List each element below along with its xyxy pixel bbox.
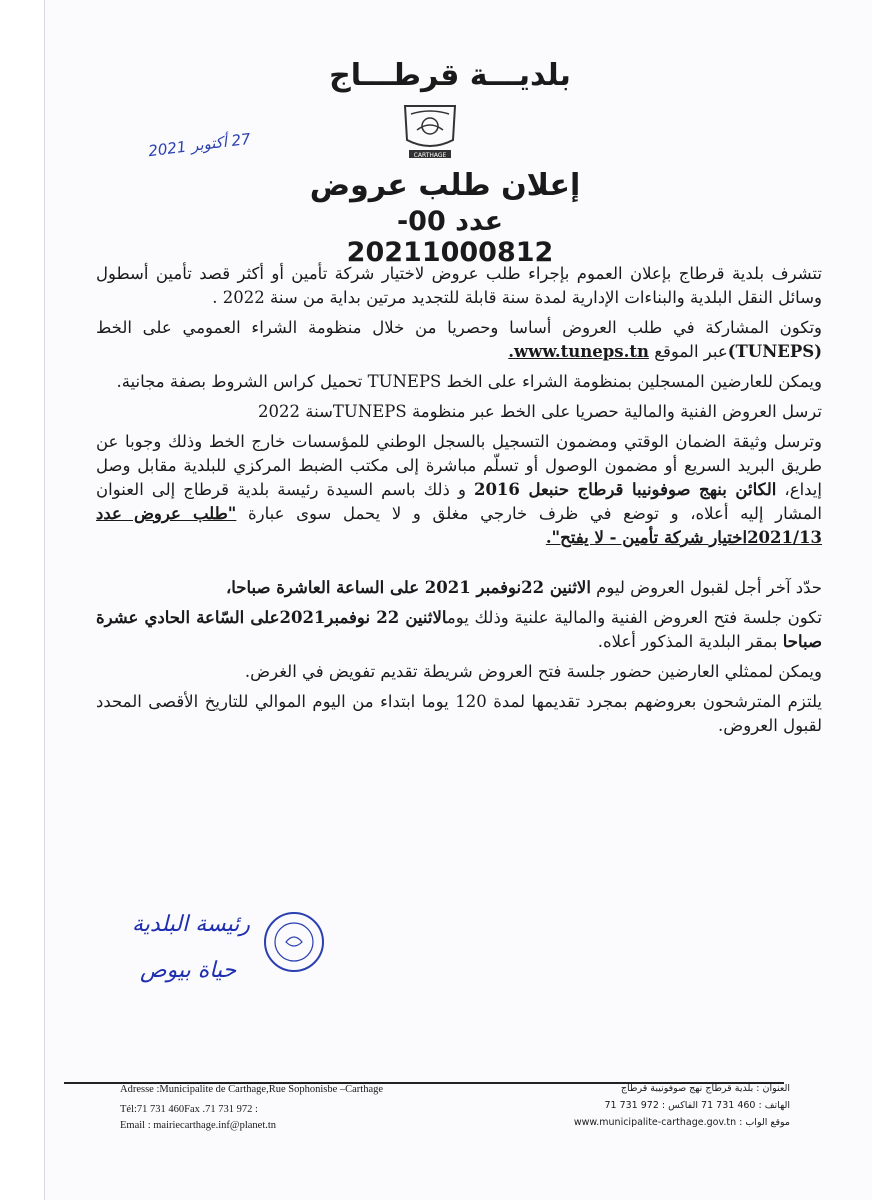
signatory-title: رئيسة البلدية	[132, 912, 251, 937]
official-seal	[262, 910, 326, 974]
tuneps-link[interactable]: www.tuneps.tn.	[508, 342, 649, 361]
footer-email-fr[interactable]: Email : mairiecarthage.inf@planet.tn	[120, 1120, 277, 1131]
carthage-logo	[395, 100, 465, 160]
footer-phone-ar: الهاتف : 460 731 71 الفاكس : 972 731 71	[604, 1100, 790, 1111]
footer-web-ar: موقع الواب : www.municipalite-carthage.gov.tn	[573, 1117, 790, 1128]
municipality-name: بلديـــة قرطـــاج	[329, 58, 571, 93]
svg-text:CARTHAGE: CARTHAGE	[413, 152, 447, 159]
footer-website-link[interactable]: www.municipalite-carthage.gov.tn	[573, 1117, 737, 1128]
paragraph-download: ويمكن للعارضين المسجلين بمنظومة الشراء على الخط TUNEPS تحميل كراس الشروط بصفة مجانية.	[116, 372, 822, 391]
footer-contact-fr	[120, 1082, 440, 1134]
footer-address-fr: Adresse :Municipalite de Carthage,Rue Sophonisbe –Carthage	[120, 1084, 384, 1095]
paragraph-representatives: ويمكن لممثلي العارضين حضور جلسة فتح العروض شريطة تقديم تفويض في الغرض.	[244, 662, 822, 681]
announcement-body	[96, 262, 846, 744]
paragraph-intro: تتشرف بلدية قرطاج بإعلان العموم بإجراء طلب عروض لاختيار شركة تأمين أو أكثر قصد تأمين أسطول وسائل النقل البلدية والبناءات الإدارية لمدة سنة قابلة للتجديد مرتين بداية من سنة 2022 .	[96, 264, 822, 307]
footer-contact-ar	[560, 1080, 790, 1131]
signatory-name: حياة بيوص	[140, 958, 237, 983]
paragraph-opening: تكون جلسة فتح العروض الفنية والمالية علنية وذلك يومالاثنين 22 نوفمبر2021على السّاعة الحادي عشرة صباحا بمقر البلدية المذكور أعلاه.	[96, 608, 822, 651]
footer-phone-fr: Tél:71 731 460Fax .71 731 972 :	[120, 1104, 258, 1115]
footer-address-ar: العنوان : بلدية قرطاج نهج صوفونيبة قرطاج	[620, 1083, 790, 1094]
paragraph-guarantee: وترسل وثيقة الضمان الوقتي ومضمون التسجيل بالسجل الوطني للمؤسسات خارج الخط وذلك وجوبا عن طريق البريد السريع أو مضمون الوصول أو تسلّم مباشرة إلى مكتب الضبط المركزي للبلدية مقابل وصل إيداع، الكائن بنهج صوفونيبا قرطاج حنبعل 2016 و ذلك باسم السيدة رئيسة بلدية قرطاج إلى العنوان المشار إليه أعلاه، و توضع في ظرف خارجي مغلق و لا يحمل سوى عبارة "طلب عروض عدد 2021/13اختيار شركة تأمين - لا يفتح".	[96, 432, 822, 547]
received-date-stamp: 27 أكتوبر 2021	[147, 129, 252, 161]
paragraph-deadline: حدّد آخر أجل لقبول العروض ليوم الاثنين 22نوفمبر 2021 على الساعة العاشرة صباحا،	[225, 578, 822, 597]
document-title: إعلان طلب عروض	[309, 168, 581, 203]
paragraph-submission: ترسل العروض الفنية والمالية حصريا على الخط عبر منظومة TUNEPSسنة 2022	[258, 402, 822, 421]
reference-number: عدد 00-20211000812	[346, 206, 554, 268]
paragraph-tuneps: وتكون المشاركة في طلب العروض أساسا وحصريا من خلال منظومة الشراء العمومي على الخط (TUNEPS)عبر الموقع www.tuneps.tn.	[96, 318, 822, 361]
paragraph-commitment: يلتزم المترشحون بعروضهم بمجرد تقديمها لمدة 120 يوما ابتداء من اليوم الموالي للتاريخ الأقصى المحدد لقبول العروض.	[96, 692, 822, 735]
